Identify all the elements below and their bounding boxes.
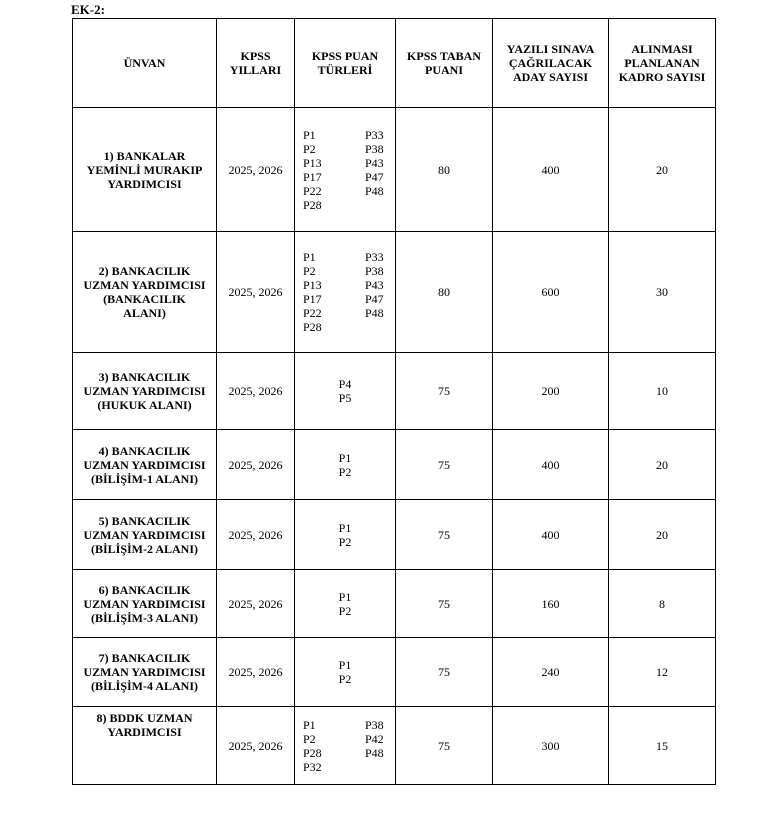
- position-title-line: 6) BANKACILIK: [98, 582, 191, 597]
- score-type: P22: [303, 306, 322, 320]
- position-count-cell: 10: [609, 353, 716, 430]
- table-row: [73, 430, 716, 500]
- score-type: P38: [365, 141, 384, 156]
- score-type: P48: [365, 306, 384, 320]
- score-types-cell: [295, 430, 396, 500]
- score-type: P2: [338, 464, 352, 479]
- score-type: P1: [338, 520, 352, 535]
- table-row: [73, 707, 716, 785]
- position-count-cell: 20: [609, 500, 716, 570]
- table-row: [73, 232, 716, 353]
- base-score-cell: 75: [396, 638, 493, 707]
- base-score-cell: 80: [396, 108, 493, 232]
- score-type: P38: [365, 264, 384, 278]
- score-type: P28: [303, 197, 322, 212]
- position-title-line: (BİLİŞİM-1 ALANI): [90, 471, 198, 486]
- candidate-count-cell: 240: [493, 638, 609, 707]
- position-count-cell: 20: [609, 108, 716, 232]
- candidate-count-cell: 400: [493, 500, 609, 570]
- position-title-line: UZMAN YARDIMCISI: [83, 384, 206, 398]
- kpss-years-cell: 2025, 2026: [217, 108, 295, 232]
- score-type: P47: [365, 169, 384, 184]
- position-title-cell: [73, 570, 217, 638]
- position-title-line: UZMAN YARDIMCISI: [83, 596, 206, 611]
- score-type: [365, 760, 391, 774]
- position-count-cell: 12: [609, 638, 716, 707]
- candidate-count-cell: 400: [493, 108, 609, 232]
- position-title-cell: [73, 500, 217, 570]
- kpss-years-cell: 2025, 2026: [217, 570, 295, 638]
- score-type: P1: [338, 658, 352, 672]
- position-title-line: YARDIMCISI: [107, 176, 182, 191]
- position-title-line: UZMAN YARDIMCISI: [83, 278, 206, 292]
- header-line: YAZILI SINAVA: [506, 42, 595, 56]
- score-type: P2: [338, 534, 352, 549]
- position-title-line: 3) BANKACILIK: [98, 370, 191, 384]
- score-type: P43: [365, 278, 384, 292]
- score-type: P1: [303, 250, 316, 264]
- header-line: PLANLANAN: [624, 56, 700, 70]
- candidate-count-cell: 200: [493, 353, 609, 430]
- position-title-line: (HUKUK ALANI): [97, 398, 192, 412]
- score-types-grid: [303, 718, 391, 774]
- header-line: TÜRLERİ: [317, 63, 373, 77]
- position-title-line: UZMAN YARDIMCISI: [83, 665, 206, 679]
- position-title-line: UZMAN YARDIMCISI: [83, 527, 206, 542]
- header-kpss-yillari: [217, 19, 295, 108]
- score-type: P4: [338, 377, 352, 391]
- header-kpss-taban-puani: [396, 19, 493, 108]
- position-title-line: YARDIMCISI: [107, 725, 182, 739]
- score-type: P48: [365, 745, 384, 760]
- score-type: P32: [303, 759, 322, 774]
- document-label: EK-2:: [71, 2, 105, 17]
- header-line: KADRO SAYISI: [618, 70, 706, 84]
- score-types-list: [339, 590, 352, 618]
- score-type: P22: [303, 183, 322, 198]
- score-types-cell: [295, 108, 396, 232]
- position-title-line: 7) BANKACILIK: [98, 651, 191, 665]
- position-count-cell: 20: [609, 430, 716, 500]
- score-type: P17: [303, 169, 322, 184]
- score-type: [365, 198, 391, 212]
- header-line: KPSS PUAN: [311, 49, 379, 63]
- kpss-years-cell: 2025, 2026: [217, 353, 295, 430]
- header-kpss-puan-turleri: [295, 19, 396, 108]
- base-score-cell: 75: [396, 570, 493, 638]
- score-type: P33: [365, 250, 384, 264]
- score-types-list: [339, 377, 352, 405]
- base-score-cell: 80: [396, 232, 493, 353]
- table-header-row: [73, 19, 716, 108]
- kpss-years-cell: 2025, 2026: [217, 638, 295, 707]
- score-type: P5: [338, 391, 352, 405]
- score-types-cell: [295, 638, 396, 707]
- base-score-cell: 75: [396, 707, 493, 785]
- position-title-line: ALANI): [123, 306, 166, 320]
- position-title-cell: [73, 707, 217, 785]
- base-score-cell: 75: [396, 500, 493, 570]
- position-title-cell: [73, 638, 217, 707]
- table-row: [73, 500, 716, 570]
- score-type: P42: [365, 731, 384, 746]
- score-type: P28: [303, 320, 322, 334]
- kpss-years-cell: 2025, 2026: [217, 500, 295, 570]
- header-line: ÇAĞRILACAK: [508, 56, 593, 70]
- kpss-years-cell: 2025, 2026: [217, 430, 295, 500]
- score-type: P33: [365, 127, 384, 142]
- position-title-line: (BİLİŞİM-2 ALANI): [90, 541, 198, 556]
- score-type: P17: [303, 292, 322, 306]
- score-types-cell: [295, 353, 396, 430]
- table-row: [73, 570, 716, 638]
- score-type: P28: [303, 745, 322, 760]
- score-type: P1: [303, 717, 316, 732]
- position-count-cell: 8: [609, 570, 716, 638]
- position-title-line: (BANKACILIK: [103, 292, 186, 306]
- score-types-cell: [295, 570, 396, 638]
- header-line: ADAY SAYISI: [512, 70, 589, 84]
- score-type: [365, 320, 391, 334]
- score-types-grid: [303, 250, 391, 334]
- header-line: PUANI: [425, 63, 463, 77]
- score-type: P2: [303, 264, 316, 278]
- position-title-line: 1) BANKALAR: [103, 148, 186, 163]
- position-title-line: 2) BANKACILIK: [98, 264, 191, 278]
- position-title-line: 5) BANKACILIK: [98, 513, 191, 528]
- candidate-count-cell: 400: [493, 430, 609, 500]
- position-count-cell: 30: [609, 232, 716, 353]
- position-title-line: 8) BDDK UZMAN: [96, 711, 193, 725]
- score-types-list: [339, 658, 352, 686]
- score-types-list: [339, 451, 352, 479]
- position-title-line: (BİLİŞİM-3 ALANI): [90, 610, 198, 625]
- score-type: P13: [303, 155, 322, 170]
- base-score-cell: 75: [396, 430, 493, 500]
- base-score-cell: 75: [396, 353, 493, 430]
- kpss-positions-table: [72, 18, 716, 785]
- score-type: P1: [338, 450, 352, 465]
- score-type: P48: [365, 183, 384, 198]
- position-title-cell: [73, 232, 217, 353]
- score-type: P1: [338, 589, 352, 604]
- header-kadro-sayisi: [609, 19, 716, 108]
- table-body: [73, 108, 716, 785]
- header-line: KPSS TABAN: [407, 49, 481, 63]
- table-row: [73, 638, 716, 707]
- candidate-count-cell: 600: [493, 232, 609, 353]
- score-types-cell: [295, 500, 396, 570]
- header-yazili-sinava-aday-sayisi: [493, 19, 609, 108]
- header-unvan: ÜNVAN: [73, 19, 217, 108]
- position-title-cell: [73, 108, 217, 232]
- position-title-line: YEMİNLİ MURAKIP: [86, 162, 203, 177]
- score-type: P38: [365, 717, 384, 732]
- score-types-cell: [295, 707, 396, 785]
- position-title-line: 4) BANKACILIK: [98, 443, 191, 458]
- score-type: P43: [365, 155, 384, 170]
- table-row: [73, 353, 716, 430]
- score-type: P1: [303, 127, 316, 142]
- score-type: P2: [338, 603, 352, 618]
- score-types-list: [339, 521, 352, 549]
- position-title-line: UZMAN YARDIMCISI: [83, 457, 206, 472]
- candidate-count-cell: 160: [493, 570, 609, 638]
- kpss-years-cell: 2025, 2026: [217, 707, 295, 785]
- score-type: P2: [303, 141, 316, 156]
- score-types-grid: [303, 128, 391, 212]
- candidate-count-cell: 300: [493, 707, 609, 785]
- score-types-cell: [295, 232, 396, 353]
- position-title-cell: [73, 430, 217, 500]
- position-title-cell: [73, 353, 217, 430]
- kpss-years-cell: 2025, 2026: [217, 232, 295, 353]
- score-type: P47: [365, 292, 384, 306]
- position-title-line: (BİLİŞİM-4 ALANI): [90, 679, 198, 693]
- score-type: P13: [303, 278, 322, 292]
- score-type: P2: [303, 731, 316, 746]
- header-line: ALINMASI: [631, 42, 693, 56]
- header-line: KPSS: [240, 49, 271, 63]
- header-line: YILLARI: [229, 63, 282, 77]
- score-type: P2: [338, 672, 352, 686]
- position-count-cell: 15: [609, 707, 716, 785]
- table-row: [73, 108, 716, 232]
